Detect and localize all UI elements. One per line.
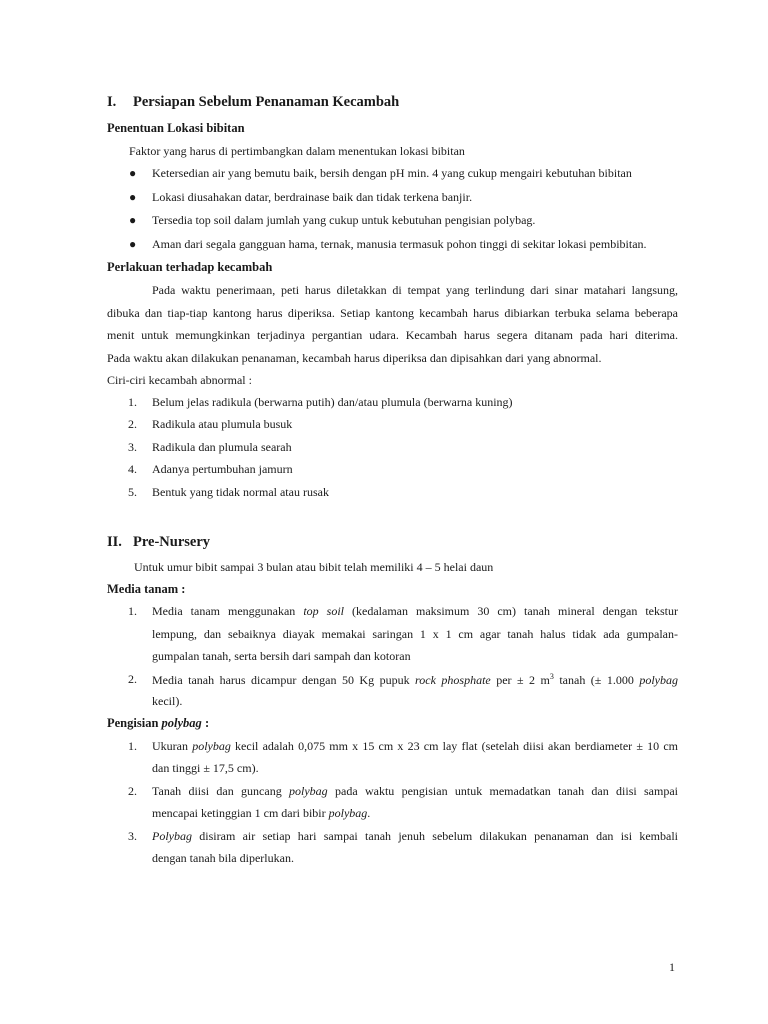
- lokasi-bullet-4: Aman dari segala gangguan hama, ternak, manusia termasuk pohon tinggi di sekitar lokasi pembibitan.: [152, 237, 647, 251]
- ciri-number-5: 5.: [128, 485, 137, 499]
- media-item-2-line-2: kecil).: [152, 694, 183, 708]
- section-1-title: Persiapan Sebelum Penanaman Kecambah: [133, 94, 400, 110]
- pengisian-item-1-line-2: dan tinggi ± 17,5 cm).: [152, 761, 259, 775]
- pengisian-number-1: 1.: [128, 739, 137, 753]
- perlakuan-paragraph-line-4: Pada waktu akan dilakukan penanaman, kecambah harus diperiksa dan dipisahkan dari yang abnormal.: [107, 351, 602, 365]
- lokasi-bullet-1: Ketersedian air yang bemutu baik, bersih dengan pH min. 4 yang cukup mengairi kebutuhan bibitan: [152, 166, 632, 180]
- page-number: 1: [669, 960, 675, 974]
- ciri-number-2: 2.: [128, 417, 137, 431]
- pengisian-item-2-line-1: Tanah diisi dan guncang polybag pada waktu pengisian untuk memadatkan tanah dan diisi sampai: [152, 784, 678, 798]
- media-item-2-line-1: Media tanah harus dicampur dengan 50 Kg pupuk rock phosphate per ± 2 $m^3$ tanah (± 1.000 polybag: [152, 672, 678, 687]
- pengisian-item-3-line-2: dengan tanah bila diperlukan.: [152, 851, 294, 865]
- pengisian-item-2-line-2: mencapai ketinggian 1 cm dari bibir polybag.: [152, 806, 371, 820]
- pengisian-number-3: 3.: [128, 829, 137, 843]
- media-item-1-line-3: gumpalan tanah, serta bersih dari sampah dan kotoran: [152, 649, 411, 663]
- perlakuan-paragraph-line-2: dibuka dan tiap-tiap kantong harus diperiksa. Setiap kantong kecambah harus dibiarkan terbuka selama beberapa: [107, 306, 678, 320]
- pengisian-number-2: 2.: [128, 784, 137, 798]
- ciri-item-2: Radikula atau plumula busuk: [152, 417, 293, 431]
- bullet-icon: ●: [129, 166, 137, 180]
- ciri-number-3: 3.: [128, 440, 137, 454]
- media-number-2: 2.: [128, 672, 137, 686]
- bullet-icon: ●: [129, 213, 137, 227]
- prenursery-intro: Untuk umur bibit sampai 3 bulan atau bibit telah memiliki 4 – 5 helai daun: [134, 560, 494, 574]
- ciri-number-4: 4.: [128, 462, 137, 476]
- lokasi-bullet-3: Tersedia top soil dalam jumlah yang cukup untuk kebutuhan pengisian polybag.: [152, 213, 536, 227]
- section-2-title: Pre-Nursery: [133, 534, 211, 550]
- ciri-item-1: Belum jelas radikula (berwarna putih) dan/atau plumula (berwarna kuning): [152, 395, 513, 409]
- perlakuan-paragraph-line-3: menit untuk memungkinkan terjadinya pergantian udara. Kecambah harus segera ditanam pada hari diterima.: [107, 328, 678, 342]
- bullet-icon: ●: [129, 237, 137, 251]
- media-item-1-line-1: Media tanam menggunakan top soil (kedalaman maksimum 30 cm) tanah mineral dengan tekstur: [152, 604, 678, 618]
- media-item-1-line-2: lempung, dan sebaiknya diayak memakai saringan 1 x 1 cm agar tanah halus tidak ada gumpalan-: [152, 627, 678, 641]
- section-1-number: I.: [107, 94, 117, 110]
- subheading-pengisian-polybag: Pengisian polybag :: [107, 716, 210, 730]
- section-1-heading: [107, 94, 399, 111]
- ciri-number-1: 1.: [128, 395, 137, 409]
- ciri-item-3: Radikula dan plumula searah: [152, 440, 292, 454]
- ciri-label: Ciri-ciri kecambah abnormal :: [107, 373, 252, 387]
- pengisian-item-3-line-1: Polybag disiram air setiap hari sampai tanah jenuh sebelum dilakukan penanaman dan isi kembali: [152, 829, 678, 843]
- lokasi-intro: Faktor yang harus di pertimbangkan dalam menentukan lokasi bibitan: [129, 144, 465, 158]
- perlakuan-paragraph-line-1: Pada waktu penerimaan, peti harus diletakkan di tempat yang terlindung dari sinar matahari langsung,: [152, 283, 678, 297]
- subheading-perlakuan: Perlakuan terhadap kecambah: [107, 260, 273, 274]
- media-number-1: 1.: [128, 604, 137, 618]
- pengisian-item-1-line-1: Ukuran polybag kecil adalah 0,075 mm x 15 cm x 23 cm lay flat (setelah diisi akan berdiameter ± 10 cm: [152, 739, 678, 753]
- ciri-item-4: Adanya pertumbuhan jamurn: [152, 462, 293, 476]
- lokasi-bullet-2: Lokasi diusahakan datar, berdrainase baik dan tidak terkena banjir.: [152, 190, 473, 204]
- section-2-heading: [107, 534, 210, 551]
- section-2-number: II.: [107, 534, 122, 550]
- subheading-lokasi: Penentuan Lokasi bibitan: [107, 121, 245, 135]
- subheading-media-tanam: Media tanam :: [107, 582, 186, 596]
- bullet-icon: ●: [129, 190, 137, 204]
- ciri-item-5: Bentuk yang tidak normal atau rusak: [152, 485, 329, 499]
